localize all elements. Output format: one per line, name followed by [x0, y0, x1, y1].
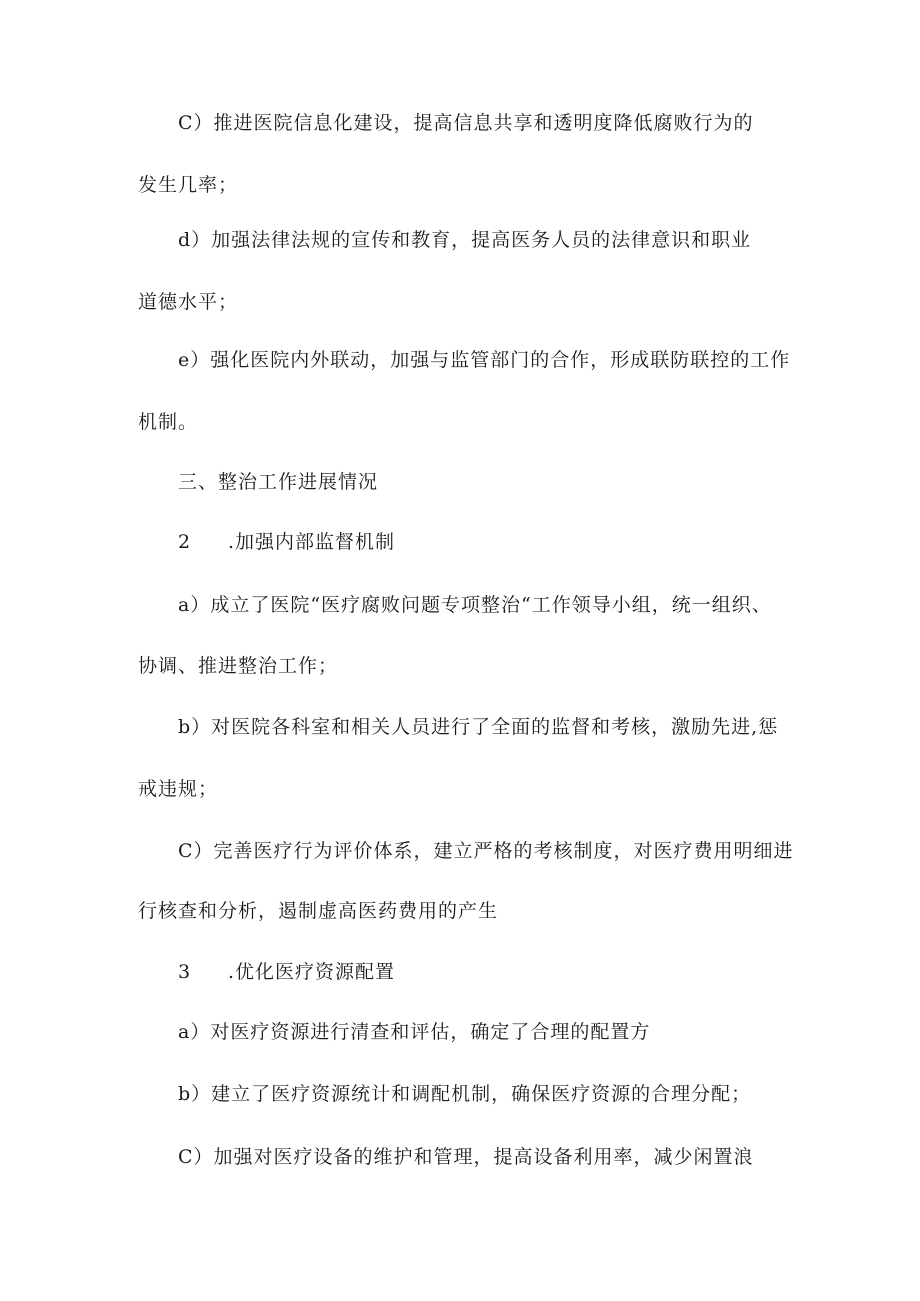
paragraph-line: 发生几率；: [138, 174, 239, 196]
paragraph-line: e）强化医院内外联动，加强与监管部门的合作，形成联防联控的工作: [178, 349, 791, 371]
subsection-title: .优化医疗资源配置: [228, 961, 396, 983]
subsection-heading: [178, 530, 395, 554]
subsection-number: 2: [178, 531, 192, 553]
paragraph-line: a）对医疗资源进行清查和评估，确定了合理的配置方: [178, 1021, 651, 1043]
paragraph-line: 行核查和分析，遏制虚高医药费用的产生: [138, 900, 499, 922]
paragraph-line: C）推进医院信息化建设，提高信息共享和透明度降低腐败行为的: [178, 112, 754, 134]
paragraph-line: b）对医院各科室和相关人员进行了全面的监督和考核，激励先进,惩: [178, 716, 779, 738]
paragraph-line: 机制。: [138, 411, 199, 433]
paragraph-line: C）加强对医疗设备的维护和管理，提高设备利用率，减少闲置浪: [178, 1146, 754, 1168]
paragraph-line: 协调、推进整治工作；: [138, 655, 339, 677]
paragraph-line: a）成立了医院“医疗腐败问题专项整治“工作领导小组，统一组织、: [178, 594, 772, 616]
subsection-number: 3: [178, 961, 192, 983]
paragraph-line: b）建立了医疗资源统计和调配机制，确保医疗资源的合理分配；: [178, 1083, 752, 1105]
paragraph-line: d）加强法律法规的宣传和教育，提高医务人员的法律意识和职业: [178, 229, 752, 251]
paragraph-line: 道德水平；: [138, 291, 239, 313]
section-heading: 三、整治工作进展情况: [178, 471, 379, 493]
paragraph-line: C）完善医疗行为评价体系，建立严格的考核制度，对医疗费用明细进: [178, 840, 794, 862]
subsection-title: .加强内部监督机制: [228, 531, 396, 553]
subsection-heading: [178, 960, 395, 984]
paragraph-line: 戒违规；: [138, 778, 219, 800]
